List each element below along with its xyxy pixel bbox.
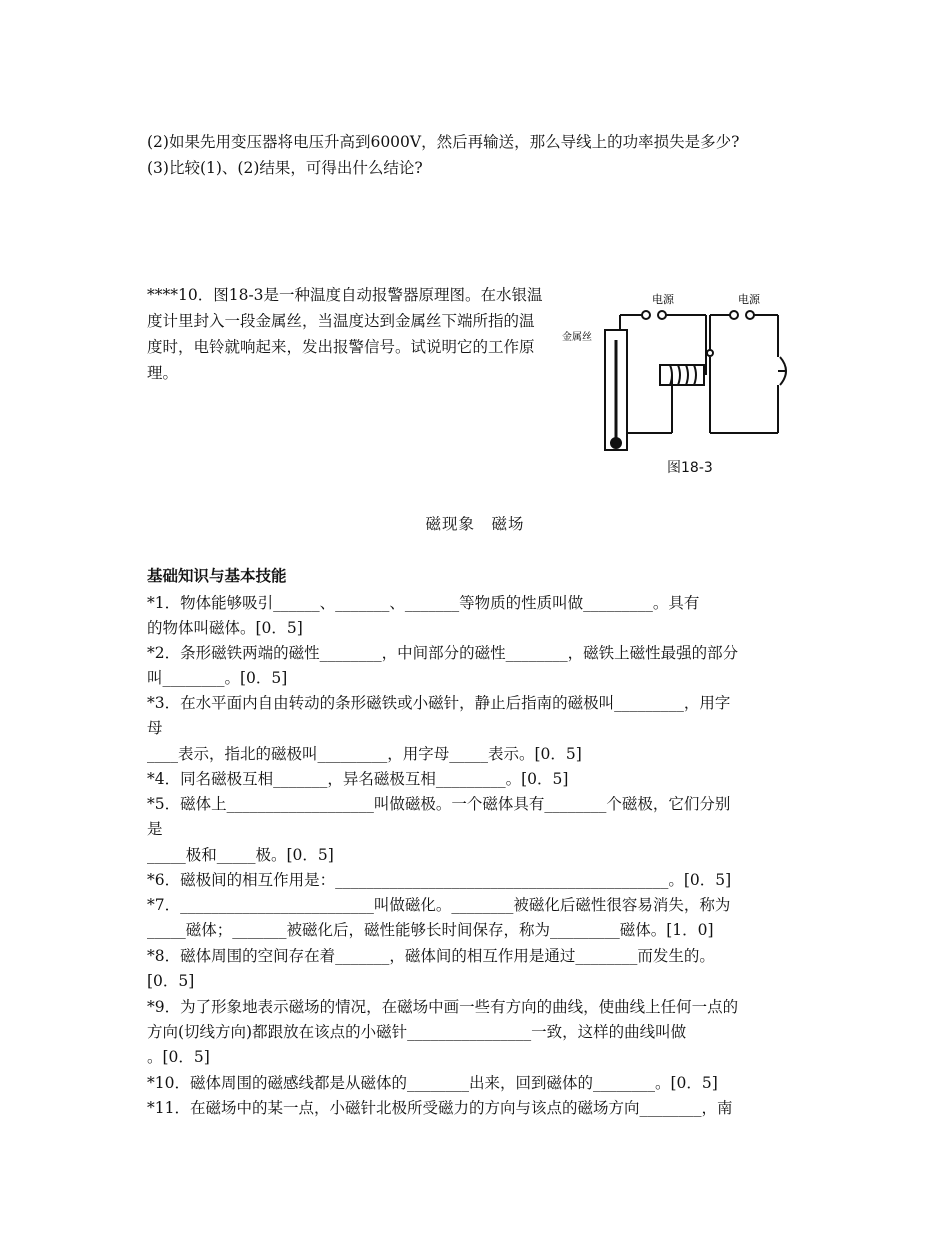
- exercise-line: 母: [147, 719, 163, 737]
- exercise-line: *8．磁体周围的空间存在着_______，磁体间的相互作用是通过________而发生的。: [147, 947, 715, 965]
- wire-label: 金属丝: [562, 332, 592, 343]
- exercise-line: *2．条形磁铁两端的磁性________，中间部分的磁性________，磁铁上磁性最强的部分: [147, 644, 739, 662]
- exercise-line: *10．磁体周围的磁感线都是从磁体的________出来，回到磁体的________。[0．5]: [147, 1074, 718, 1092]
- exercise-line: *9．为了形象地表示磁场的情况，在磁场中画一些有方向的曲线，使曲线上任何一点的: [147, 998, 739, 1016]
- exercise-line: 是: [147, 820, 163, 838]
- exercise-line: [0．5]: [147, 972, 195, 990]
- exercise-line: *6．磁极间的相互作用是：___________________________________________。[0．5]: [147, 871, 732, 889]
- question-2-text: (2)如果先用变压器将电压升高到6000V，然后再输送，那么导线上的功率损失是多少?: [147, 133, 740, 151]
- exercise-line: *7．_________________________叫做磁化。________被磁化后磁性很容易消失，称为: [147, 896, 731, 914]
- exercise-line: 。[0．5]: [147, 1048, 210, 1066]
- exercise-line: *11．在磁场中的某一点，小磁针北极所受磁力的方向与该点的磁场方向________，南: [147, 1099, 733, 1117]
- question-3-text: (3)比较(1)、(2)结果，可得出什么结论?: [147, 159, 423, 177]
- alarm-circuit-diagram: [560, 285, 800, 480]
- exercise-line: _____极和_____极。[0．5]: [147, 846, 334, 864]
- page-title: 磁现象 磁场: [425, 515, 525, 533]
- power-label-1: 电源: [652, 293, 674, 306]
- exercise-line: 的物体叫磁体。[0．5]: [147, 619, 303, 637]
- exercise-line: *3．在水平面内自由转动的条形磁铁或小磁针，静止后指南的磁极叫_________，用字: [147, 694, 731, 712]
- power-label-2: 电源: [738, 293, 760, 306]
- exercise-line: *4．同名磁极互相_______，异名磁极互相_________。[0．5]: [147, 770, 569, 788]
- figure-caption: 图18-3: [667, 460, 713, 476]
- exercise-line: 叫________。[0．5]: [147, 669, 288, 687]
- exercise-line: *5．磁体上___________________叫做磁极。一个磁体具有________个磁极，它们分别: [147, 795, 731, 813]
- exercise-line: ____表示，指北的磁极叫_________，用字母_____表示。[0．5]: [147, 745, 582, 763]
- question-10-text: ****10．图18-3是一种温度自动报警器原理图。在水银温度计里封入一段金属丝，当温度达到金属丝下端所指的温度时，电铃就响起来，发出报警信号。试说明它的工作原理。: [147, 286, 543, 382]
- section-heading: 基础知识与基本技能: [147, 567, 287, 585]
- exercise-line: 方向(切线方向)都跟放在该点的小磁针________________一致，这样的曲线叫做: [147, 1023, 687, 1041]
- exercise-line: _____磁体；_______被磁化后，磁性能够长时间保存，称为_________磁体。[1．0]: [147, 921, 714, 939]
- exercise-line: *1．物体能够吸引______、_______、_______等物质的性质叫做_________。具有: [147, 594, 700, 612]
